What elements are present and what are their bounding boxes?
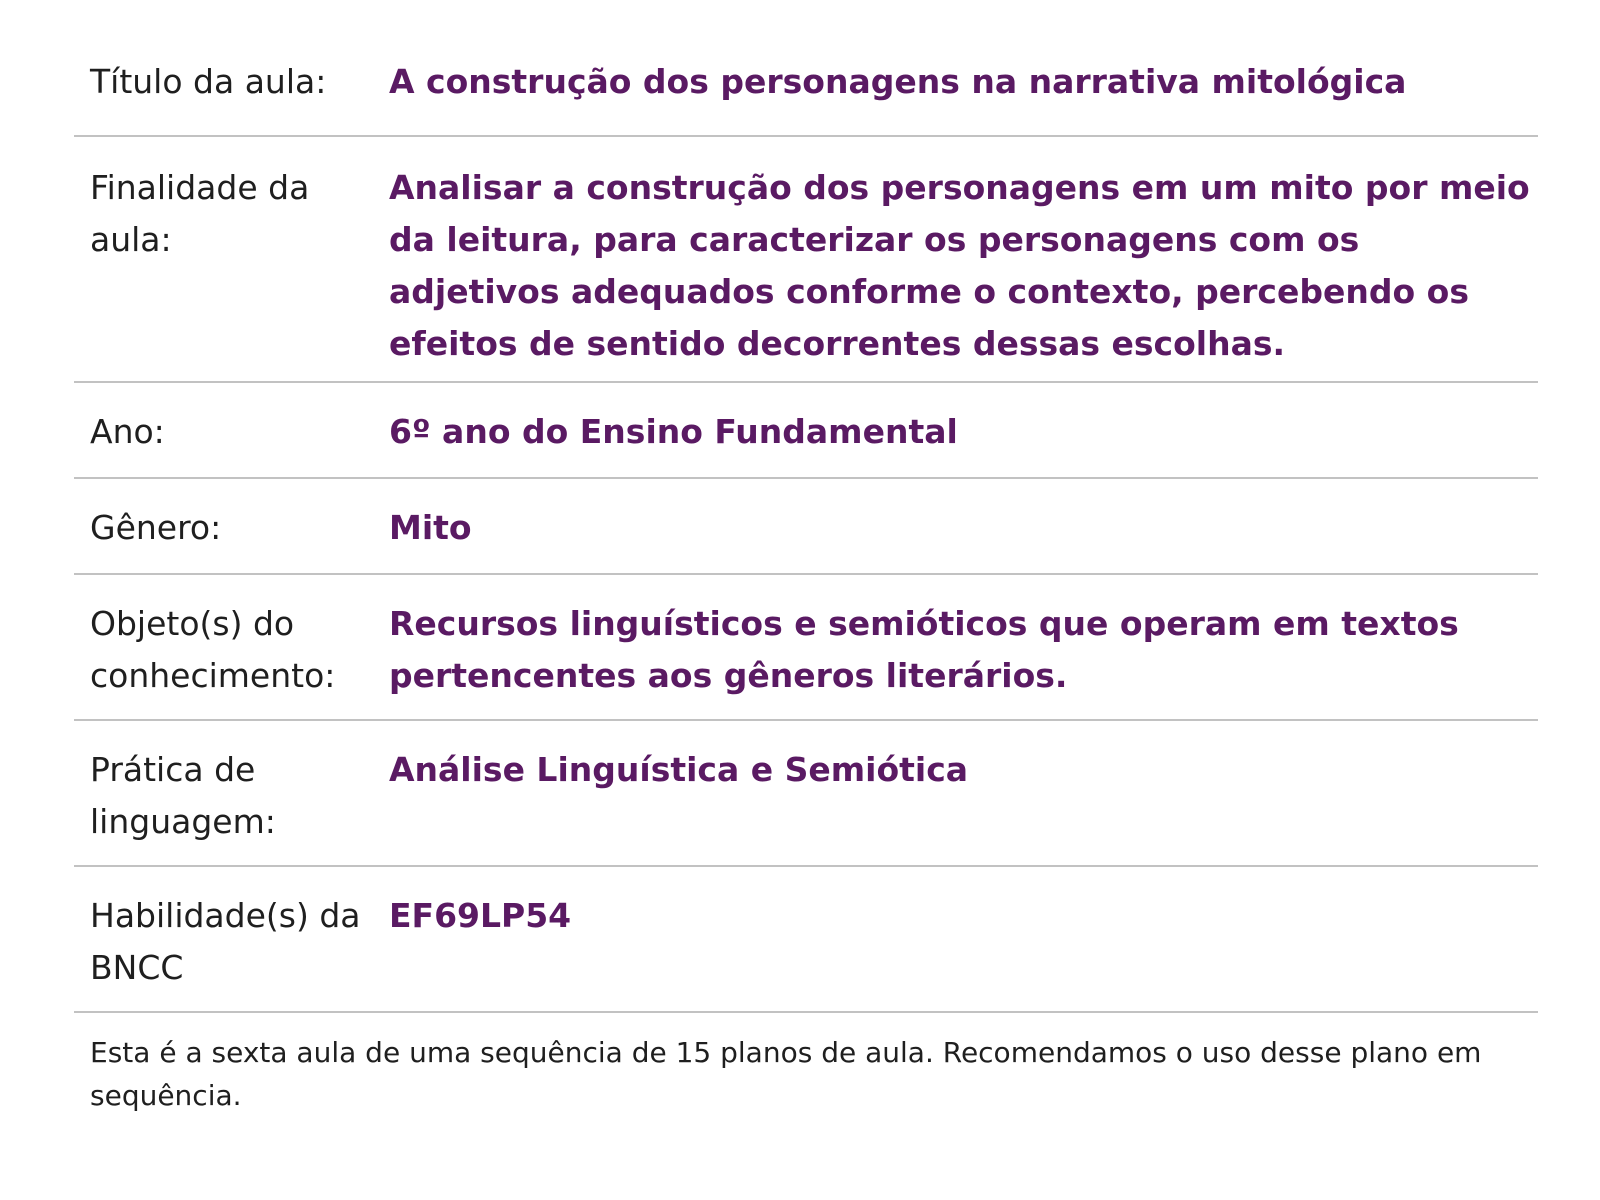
row-ano: [74, 382, 1538, 478]
lesson-plan-card: [74, 0, 1538, 1117]
row-pratica: [74, 720, 1538, 866]
row-genero: [74, 478, 1538, 574]
row-value: A construção dos personagens na narrativa mitológica: [389, 62, 1407, 101]
row-label: Objeto(s) do conhecimento:: [90, 604, 336, 695]
sequence-note: Esta é a sexta aula de uma sequência de 15 planos de aula. Recomendamos o uso desse plano em sequência.: [90, 1036, 1482, 1112]
row-value: Recursos linguísticos e semióticos que operam em textos pertencentes aos gêneros literários.: [389, 604, 1459, 695]
row-value: EF69LP54: [389, 896, 572, 935]
row-habilidade: [74, 866, 1538, 1012]
lesson-info-table: [74, 0, 1538, 1013]
row-titulo: [74, 0, 1538, 136]
row-label: Finalidade da aula:: [90, 168, 310, 259]
row-label: Gênero:: [90, 508, 222, 547]
row-label: Título da aula:: [90, 62, 327, 101]
row-label: Prática de linguagem:: [90, 750, 276, 841]
row-label: Ano:: [90, 412, 165, 451]
row-value: Mito: [389, 508, 472, 547]
row-value: Analisar a construção dos personagens em um mito por meio da leitura, para caracterizar os personagens com os adjetivos adequados conforme o contexto, percebendo os efeitos de sentido decorrentes dessas escolhas.: [389, 168, 1530, 363]
row-objeto: [74, 574, 1538, 720]
row-label: Habilidade(s) da BNCC: [90, 896, 361, 987]
row-value: Análise Linguística e Semiótica: [389, 750, 969, 789]
row-value: 6º ano do Ensino Fundamental: [389, 412, 958, 451]
row-finalidade: [74, 136, 1538, 382]
